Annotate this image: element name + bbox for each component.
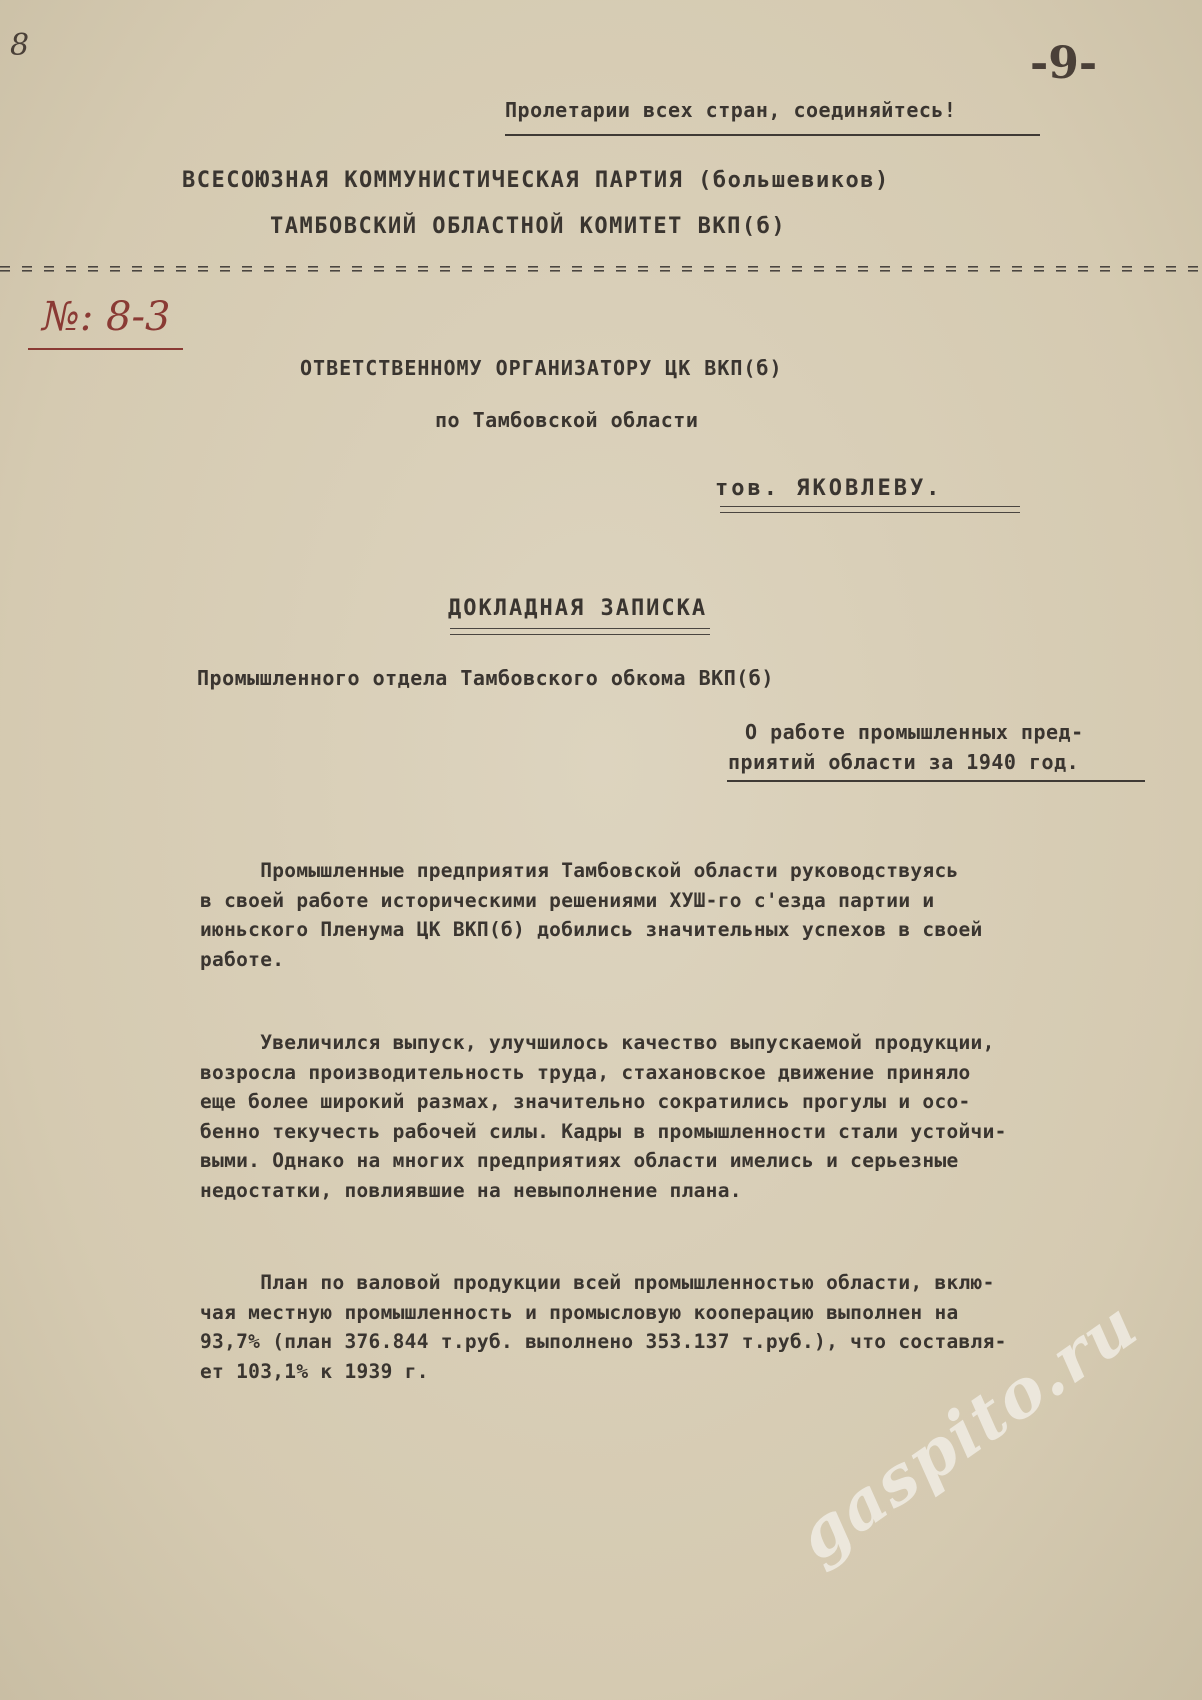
subject-line-1: О работе промышленных пред- (745, 720, 1084, 744)
title-double-underline (450, 628, 710, 635)
addressee-double-underline (720, 506, 1020, 513)
body-paragraph-2: Увеличился выпуск, улучшилось качество выпускаемой продукции, возросла производительность труда, стахановское движение приняло еще более широкий размах, значительно сократились прогулы и осо- бенно текучесть рабочей силы. Кадры в промышленности стали устойчи- выми. Однако на многих предприятиях области имелись и серьезные недостатки, повлиявшие на невыполнение плана. (200, 1031, 1007, 1202)
addressee-region: по Тамбовской области (435, 408, 699, 432)
body-paragraph-1: Промышленные предприятия Тамбовской области руководствуясь в своей работе историческими решениями ХУШ-го с'езда партии и июньского Пленума ЦК ВКП(б) добились значительных успехов в своей работе. (200, 859, 983, 971)
document-subtitle: Промышленного отдела Тамбовского обкома ВКП(б) (197, 666, 774, 690)
party-name: ВСЕСОЮЗНАЯ КОММУНИСТИЧЕСКАЯ ПАРТИЯ (большевиков) (182, 168, 890, 193)
addressee-title: ОТВЕТСТВЕННОМУ ОРГАНИЗАТОРУ ЦК ВКП(б) (300, 356, 783, 380)
handwritten-registration-number: №: 8-3 (42, 294, 171, 340)
committee-name: ТАМБОВСКИЙ ОБЛАСТНОЙ КОМИТЕТ ВКП(б) (270, 214, 787, 239)
document-title: ДОКЛАДНАЯ ЗАПИСКА (448, 596, 708, 621)
archive-watermark: gaspito.ru (782, 1284, 1153, 1576)
separator-dashed-line (0, 266, 1202, 272)
handwritten-page-number: -9- (1030, 38, 1098, 89)
body-paragraph-3: План по валовой продукции всей промышленностью области, вклю- чая местную промышленность и промысловую кооперацию выполнен на 93,7% (план 376.844 т.руб. выполнено 353.137 т.руб.), что составля- ет 103,1% к 1939 г. (200, 1271, 1007, 1383)
slogan-underline (505, 134, 1040, 136)
slogan: Пролетарии всех стран, соединяйтесь! (505, 98, 957, 122)
subject-line-2: приятий области за 1940 год. (728, 750, 1080, 774)
handwritten-sheet-mark: 8 (10, 28, 30, 63)
subject-underline (727, 780, 1145, 782)
addressee-name: тов. ЯКОВЛЕВУ. (715, 476, 943, 501)
registration-underline (28, 348, 183, 350)
